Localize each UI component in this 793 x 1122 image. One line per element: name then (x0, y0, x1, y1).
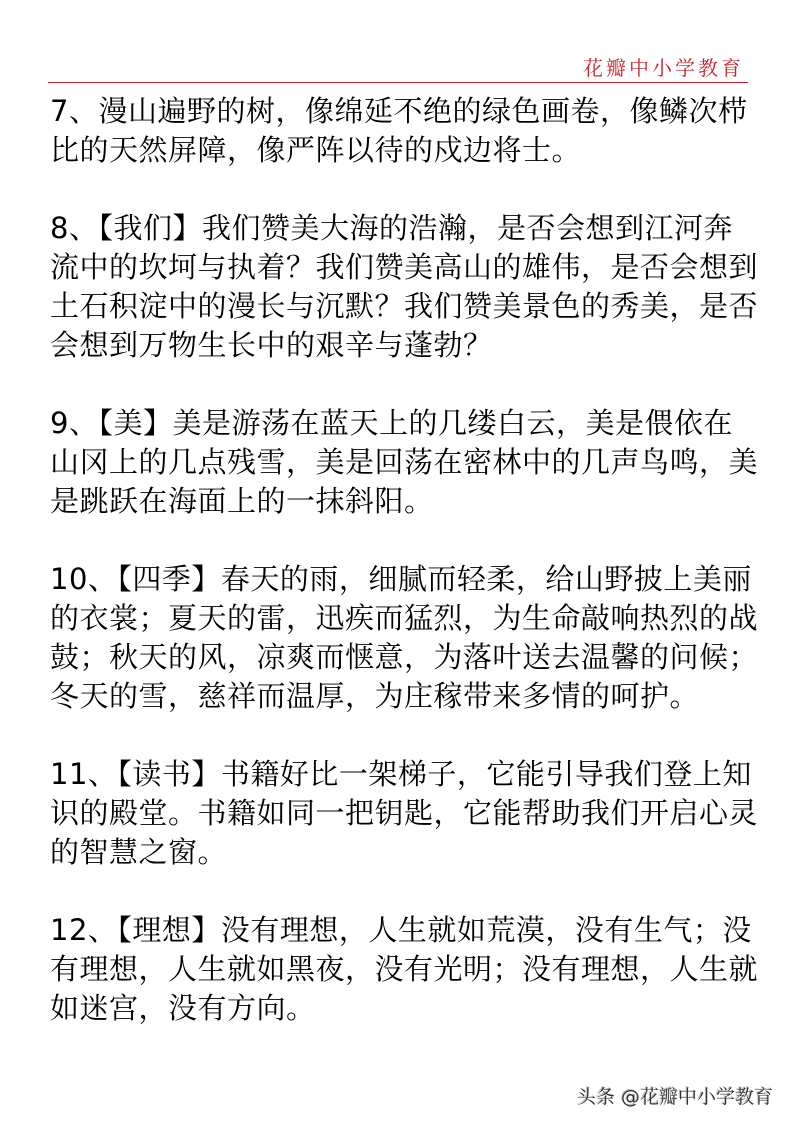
text-line: 的智慧之窗。 (50, 835, 228, 869)
text-line: 如迷宫，没有方向。 (50, 991, 316, 1025)
page-header (48, 58, 748, 83)
text-line: 是跳跃在海面上的一抹斜阳。 (50, 484, 434, 518)
text-line: 识的殿堂。书籍如同一把钥匙，它能帮助我们开启心灵 (50, 796, 759, 830)
watermark: 头条 @花瓣中小学教育 (576, 1086, 773, 1108)
brand-title: 花瓣中小学教育 (583, 56, 744, 80)
text-line: 的衣裳；夏天的雷，迅疾而猛烈，为生命敲响热烈的战 (50, 601, 759, 635)
text-line: 冬天的雪，慈祥而温厚，为庄稼带来多情的呵护。 (50, 679, 700, 713)
text-line: 土石积淀中的漫长与沉默？我们赞美景色的秀美，是否 (50, 289, 759, 323)
paragraph (50, 560, 770, 716)
text-line: 11、【读书】书籍好比一架梯子，它能引导我们登上知 (50, 757, 752, 791)
text-line: 7、漫山遍野的树，像绵延不绝的绿色画卷，像鳞次栉 (50, 94, 748, 128)
text-line: 12、【理想】没有理想，人生就如荒漠，没有生气；没 (50, 913, 752, 947)
text-line: 8、【我们】我们赞美大海的浩瀚，是否会想到江河奔 (50, 211, 733, 245)
text-line: 比的天然屏障，像严阵以待的戍边将士。 (50, 133, 582, 167)
text-line: 9、【美】美是游荡在蓝天上的几缕白云，美是偎依在 (50, 406, 733, 440)
paragraph (50, 92, 770, 170)
text-line: 山冈上的几点残雪，美是回荡在密林中的几声鸟鸣，美 (50, 445, 759, 479)
text-line: 有理想，人生就如黑夜，没有光明；没有理想，人生就 (50, 952, 759, 986)
paragraph (50, 911, 770, 1028)
document-body (50, 92, 770, 1067)
text-line: 10、【四季】春天的雨，细腻而轻柔，给山野披上美丽 (50, 562, 752, 596)
text-line: 鼓；秋天的风，凉爽而惬意，为落叶送去温馨的问候； (50, 640, 759, 674)
paragraph (50, 755, 770, 872)
paragraph (50, 404, 770, 521)
text-line: 流中的坎坷与执着？我们赞美高山的雄伟，是否会想到 (50, 250, 759, 284)
text-line: 会想到万物生长中的艰辛与蓬勃？ (50, 328, 493, 362)
paragraph (50, 209, 770, 365)
